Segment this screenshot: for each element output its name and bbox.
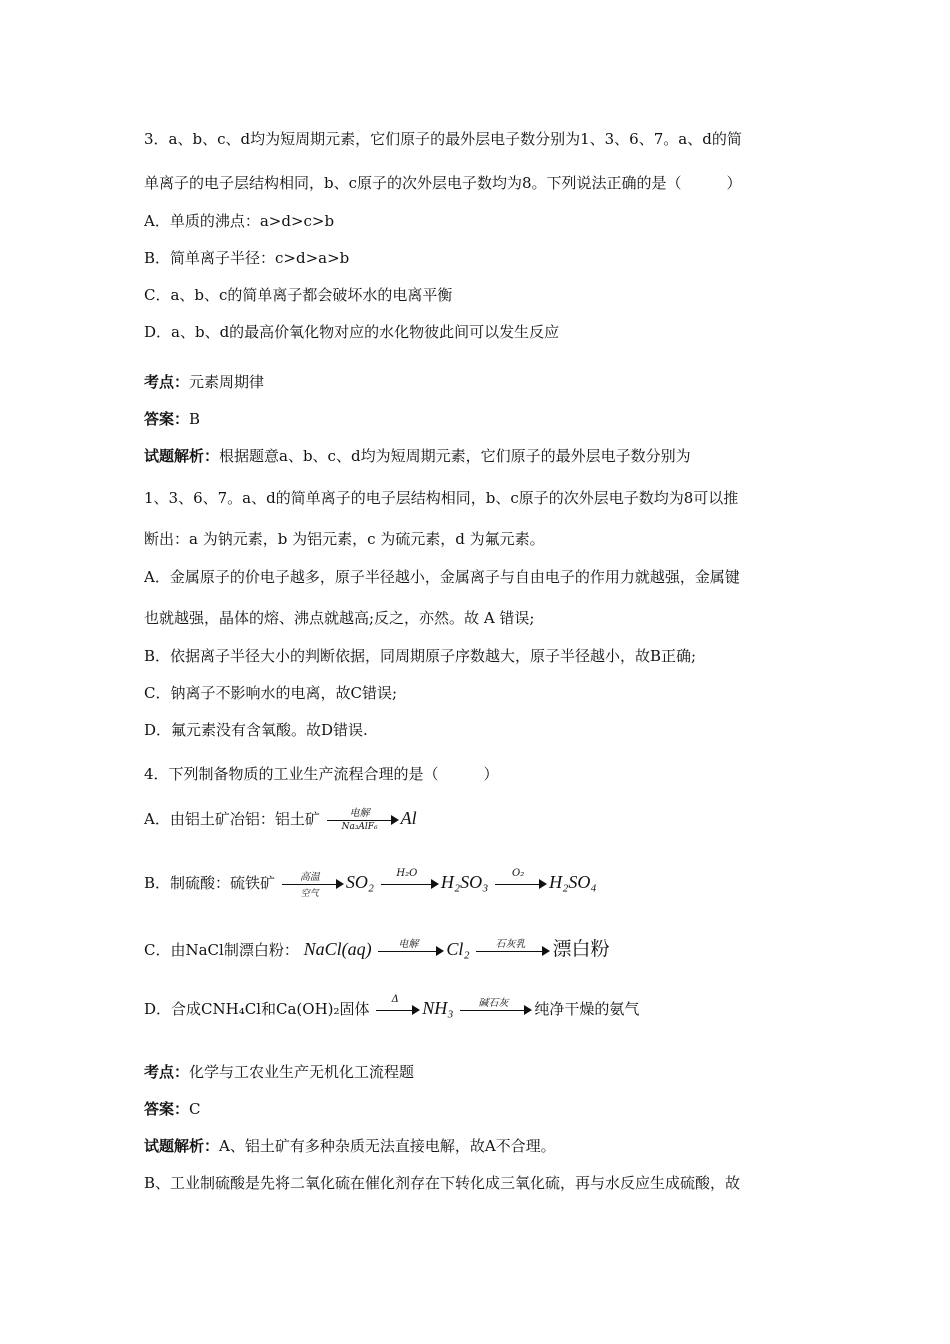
answer-label: 答案： <box>144 410 190 428</box>
formula-nacl: NaCl(aq) <box>303 939 372 959</box>
arrow-condition-below: 空气 <box>300 889 319 899</box>
arrow-condition-above: H₂O <box>396 868 418 879</box>
reaction-arrow <box>460 1000 532 1020</box>
analysis-text: A、铝土矿有多种杂质无法直接电解，故A不合理。 <box>219 1137 556 1155</box>
kaodian-label: 考点： <box>144 1063 190 1081</box>
q3-analysis-line2: 1、3、6、7。a、d的简单离子的电子层结构相同，b、c原子的次外层电子数均为8可以推 <box>144 489 739 507</box>
q4-option-d <box>144 994 640 1020</box>
answer-value: B <box>189 410 201 428</box>
arrow-condition-above: 电解 <box>349 808 370 819</box>
q3-analysis-b: B．依据离子半径大小的判断依据，同周期原子序数越大，原子半径越小，故B正确; <box>144 647 697 665</box>
q3-answer <box>144 408 200 429</box>
q4-option-a <box>144 808 417 830</box>
analysis-label: 试题解析： <box>144 447 220 465</box>
q3-option-c: C．a、b、c的简单离子都会破坏水的电离平衡 <box>144 286 453 304</box>
q4-analysis-line1 <box>144 1135 556 1156</box>
arrow-condition-above: 高温 <box>299 872 320 883</box>
q4-kaodian <box>144 1061 414 1082</box>
q3-analysis-d: D．氟元素没有含氧酸。故D错误. <box>144 721 368 739</box>
q3-stem-line2: 单离子的电子层结构相同，b、c原子的次外层电子数均为8。下列说法正确的是（ ） <box>144 174 742 192</box>
q3-analysis-a-line1: A．金属原子的价电子越多，原子半径越小，金属离子与自由电子的作用力就越强，金属键 <box>144 568 740 586</box>
product-al: Al <box>400 808 417 828</box>
reaction-arrow <box>495 868 547 894</box>
answer-value: C <box>189 1100 201 1118</box>
arrow-condition-below: Na₃AlF₆ <box>341 822 378 832</box>
reaction-arrow <box>476 941 550 961</box>
q3-analysis-a-line2: 也就越强，晶体的熔、沸点就越高;反之，亦然。故 A 错误; <box>144 609 535 627</box>
q4-stem: 4．下列制备物质的工业生产流程合理的是（ ） <box>144 765 499 783</box>
reaction-arrow <box>282 872 344 899</box>
q4-option-c <box>144 934 609 961</box>
arrow-condition-above: 石灰乳 <box>495 939 526 950</box>
q4-option-c-text: C．由NaCl制漂白粉： <box>144 941 299 959</box>
kaodian-label: 考点： <box>144 373 190 391</box>
q3-option-d: D．a、b、d的最高价氧化物对应的水化物彼此间可以发生反应 <box>144 323 560 341</box>
product-bleach: 漂白粉 <box>552 938 610 960</box>
reaction-arrow <box>378 941 444 961</box>
q4-analysis-line2: B、工业制硫酸是先将二氧化硫在催化剂存在下转化成三氧化硫，再与水反应生成硫酸，故 <box>144 1174 741 1192</box>
formula-cl2: Cl₂ <box>446 939 470 959</box>
q4-answer <box>144 1098 201 1119</box>
q4-option-d-text: D．合成CNH₄Cl和Ca(OH)₂固体 <box>144 1000 370 1018</box>
arrow-condition-above: 碱石灰 <box>478 998 509 1009</box>
kaodian-value: 化学与工农业生产无机化工流程题 <box>189 1063 415 1081</box>
reaction-arrow <box>381 868 439 894</box>
q3-analysis-line3: 断出：a 为钠元素，b 为铝元素，c 为硫元素，d 为氟元素。 <box>144 530 545 548</box>
formula-nh3: NH₃ <box>422 998 454 1018</box>
formula-h2so3: H₂SO₃ <box>440 872 489 892</box>
answer-label: 答案： <box>144 1100 190 1118</box>
q3-option-b: B．简单离子半径：c>d>a>b <box>144 249 350 267</box>
reaction-arrow <box>327 810 399 830</box>
arrow-condition-above: Δ <box>391 994 399 1005</box>
kaodian-value: 元素周期律 <box>189 373 265 391</box>
q4-option-b-text: B．制硫酸：硫铁矿 <box>144 874 276 892</box>
product-ammonia: 纯净干燥的氨气 <box>534 1000 640 1018</box>
q3-analysis-line1 <box>144 445 691 466</box>
q3-kaodian <box>144 371 264 392</box>
q4-option-a-text: A．由铝土矿冶铝：铝土矿 <box>144 810 320 828</box>
q3-option-a: A．单质的沸点：a>d>c>b <box>144 212 335 230</box>
q3-analysis-c: C．钠离子不影响水的电离，故C错误; <box>144 684 398 702</box>
analysis-text: 根据题意a、b、c、d均为短周期元素，它们原子的最外层电子数分别为 <box>219 447 691 465</box>
arrow-condition-above: O₂ <box>512 868 525 879</box>
q4-option-b <box>144 868 597 899</box>
q3-stem-line1: 3．a、b、c、d均为短周期元素，它们原子的最外层电子数分别为1、3、6、7。a、d的简 <box>144 130 742 148</box>
formula-so2: SO₂ <box>345 872 375 892</box>
arrow-condition-above: 电解 <box>398 939 419 950</box>
formula-h2so4: H₂SO₄ <box>549 872 597 892</box>
reaction-arrow <box>376 994 420 1020</box>
analysis-label: 试题解析： <box>144 1137 220 1155</box>
